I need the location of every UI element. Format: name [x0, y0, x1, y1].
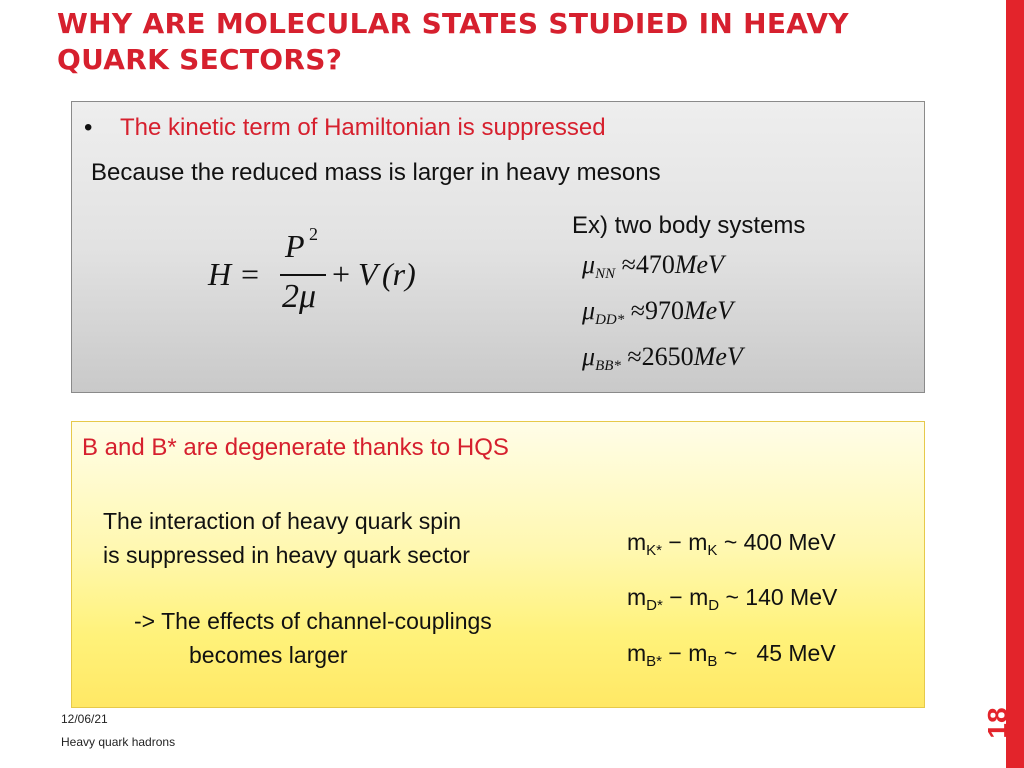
- mu-subscript: DD*: [595, 312, 625, 328]
- minus-sign: −: [668, 529, 682, 555]
- mass-subscript: D*: [646, 597, 663, 614]
- reduced-mass-text: Because the reduced mass is larger in heavy mesons: [91, 159, 661, 186]
- reduced-mass-nn: [582, 250, 724, 289]
- minus-sign: −: [669, 584, 683, 610]
- mass-diff-d: [627, 583, 837, 620]
- mass-diff-k: [627, 528, 836, 565]
- mass-symbol: m: [689, 584, 709, 610]
- mass-subscript: B: [707, 653, 718, 670]
- approx-symbol: ≈: [630, 296, 646, 325]
- eq-numerator-exponent: 2: [309, 224, 318, 244]
- effect-line-2: becomes larger: [189, 642, 348, 668]
- eq-lhs: H: [208, 256, 232, 292]
- eq-fraction-bar: [280, 274, 326, 276]
- hamiltonian-equation: [208, 226, 438, 326]
- slide-title-line-1: WHY ARE MOLECULAR STATES STUDIED IN HEAVY: [57, 7, 849, 40]
- eq-plus: +: [332, 256, 351, 292]
- mass-value: 970: [645, 296, 685, 325]
- mass-difference-value: ~ 45 MeV: [723, 640, 836, 666]
- mass-unit: MeV: [684, 296, 734, 325]
- minus-sign: −: [668, 640, 682, 666]
- mass-subscript: K: [707, 542, 718, 559]
- example-label: Ex) two body systems: [572, 212, 806, 239]
- mu-subscript: BB*: [595, 358, 621, 374]
- mass-difference-value: ~ 400 MeV: [723, 529, 836, 555]
- mass-unit: MeV: [693, 342, 743, 371]
- slide-title: [57, 6, 957, 78]
- eq-denominator: 2μ: [282, 278, 317, 315]
- approx-symbol: ≈: [627, 342, 642, 371]
- hqs-box: [71, 421, 925, 708]
- mass-symbol: m: [627, 529, 647, 555]
- mass-symbol: m: [627, 640, 647, 666]
- spin-text-line-2: is suppressed in heavy quark sector: [103, 542, 470, 568]
- mu-subscript: NN: [595, 266, 616, 282]
- mass-diff-b: [627, 639, 836, 676]
- mass-symbol: m: [688, 640, 708, 666]
- mass-difference-value: ~ 140 MeV: [725, 584, 838, 610]
- footer-date: 12/06/21: [61, 712, 108, 726]
- eq-potential-arg: (r): [382, 256, 416, 292]
- eq-numerator: P: [285, 228, 305, 264]
- mass-subscript: D: [708, 597, 720, 614]
- eq-potential: V: [358, 256, 378, 292]
- page-number: 18: [982, 707, 1013, 739]
- mass-symbol: m: [627, 584, 647, 610]
- mass-unit: MeV: [674, 250, 724, 279]
- bullet-icon: •: [84, 114, 93, 141]
- approx-symbol: ≈: [621, 250, 636, 279]
- side-accent-bar: [1006, 0, 1024, 768]
- slide-title-line-2: QUARK SECTORS?: [57, 43, 343, 76]
- hqs-heading: B and B* are degenerate thanks to HQS: [82, 434, 509, 461]
- reduced-mass-dd: [582, 296, 733, 335]
- mu-symbol: μ: [582, 342, 596, 371]
- mass-subscript: K*: [646, 542, 663, 559]
- kinetic-term-heading: The kinetic term of Hamiltonian is suppressed: [120, 114, 606, 141]
- eq-equals: =: [241, 256, 260, 292]
- mu-symbol: μ: [582, 296, 596, 325]
- hamiltonian-box: [71, 101, 925, 393]
- footer-subject: Heavy quark hadrons: [61, 735, 176, 749]
- mass-value: 2650: [641, 342, 694, 371]
- spin-text-line-1: The interaction of heavy quark spin: [103, 508, 461, 534]
- mass-symbol: m: [688, 529, 708, 555]
- effect-line-1: -> The effects of channel-couplings: [134, 608, 492, 634]
- reduced-mass-bb: [582, 342, 743, 381]
- mass-value: 470: [635, 250, 675, 279]
- mass-subscript: B*: [646, 653, 663, 670]
- mu-symbol: μ: [582, 250, 596, 279]
